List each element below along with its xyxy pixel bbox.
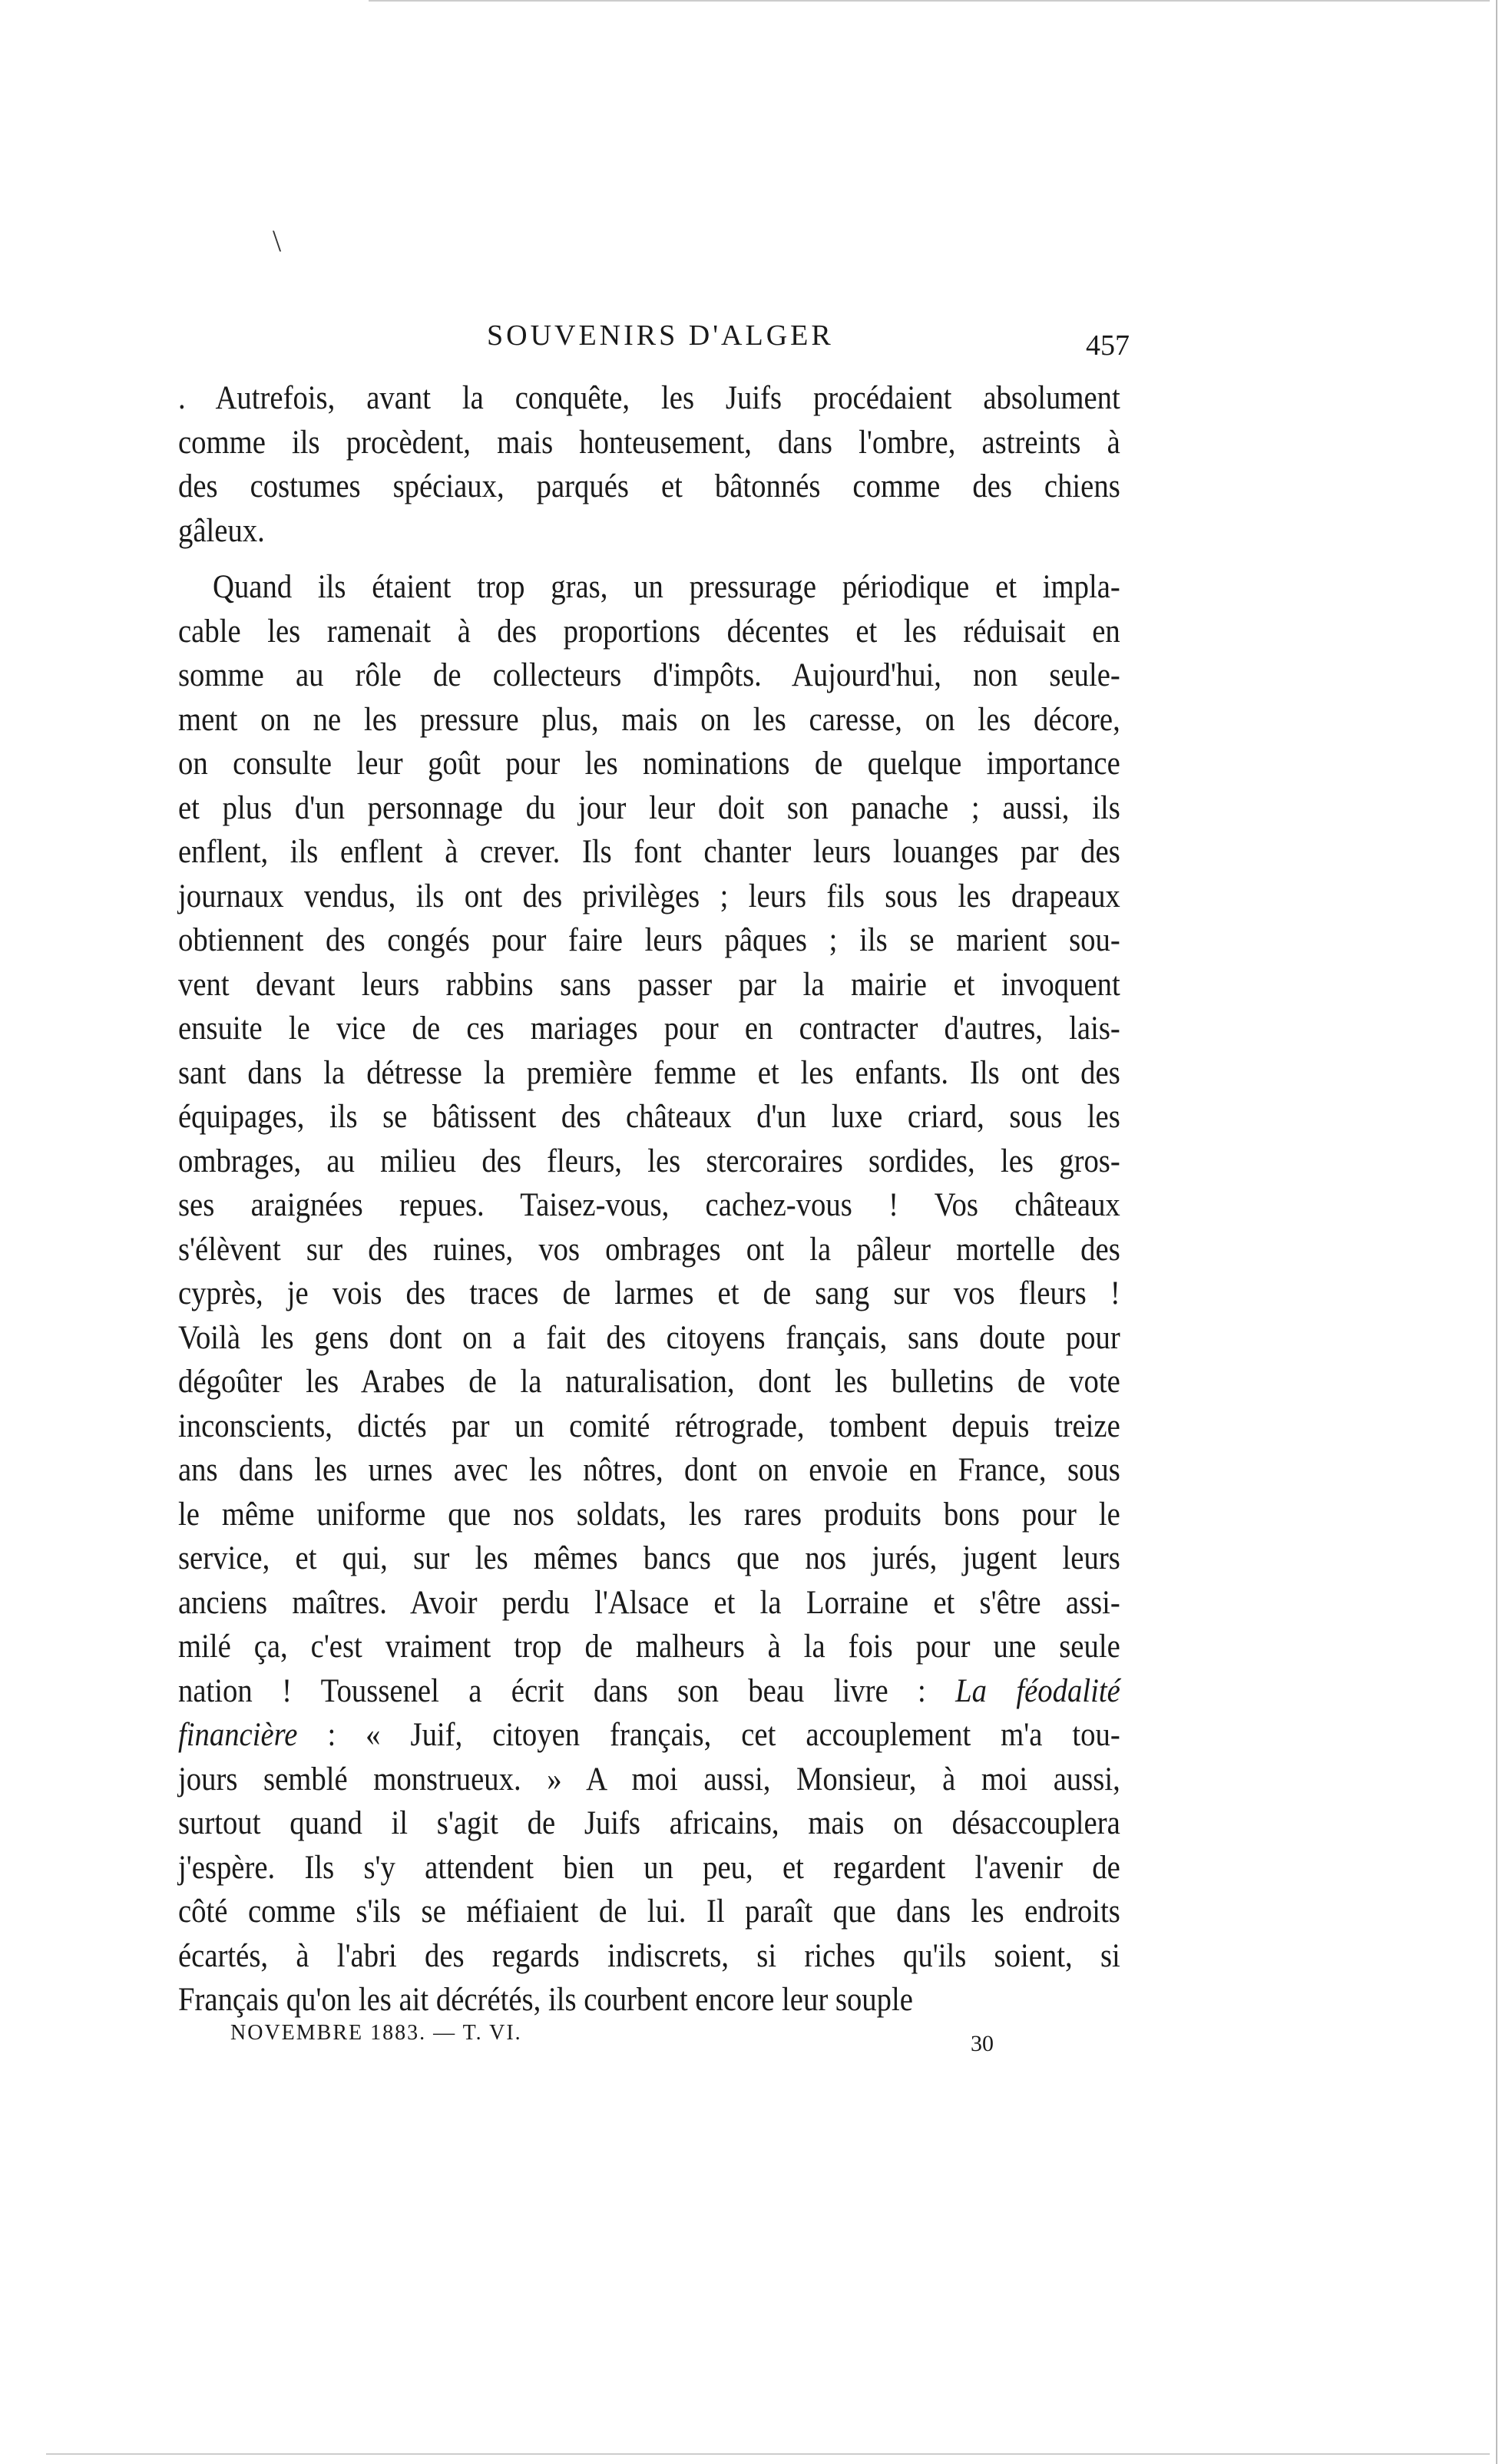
- scan-edge-top: [369, 0, 1490, 2]
- body-text: [178, 376, 1121, 2022]
- signature-mark: 30: [971, 2031, 994, 2056]
- text-line: comme ils procèdent, mais honteusement, dans l'ombre, astreints à: [178, 424, 1120, 461]
- text-line: [178, 1713, 1120, 1758]
- text-line: somme au rôle de collecteurs d'impôts. Aujourd'hui, non seule-: [178, 657, 1120, 693]
- text-line: ensuite le vice de ces mariages pour en contracter d'autres, lais-: [178, 1010, 1120, 1047]
- scan-edge-right: [1496, 0, 1497, 2464]
- text-line: inconscients, dictés par un comité rétrograde, tombent depuis treize: [178, 1407, 1120, 1444]
- text-line: cyprès, je vois des traces de larmes et de sang sur vos fleurs !: [178, 1275, 1120, 1311]
- text-line: ses araignées repues. Taisez-vous, cachez-vous ! Vos châteaux: [178, 1187, 1120, 1223]
- text-line: équipages, ils se bâtissent des châteaux d'un luxe criard, sous les: [178, 1099, 1120, 1135]
- text-line: enflent, ils enflent à crever. Ils font chanter leurs louanges par des: [178, 834, 1120, 870]
- text-line: ans dans les urnes avec les nôtres, dont on envoie en France, sous: [178, 1452, 1120, 1488]
- text-line: obtiennent des congés pour faire leurs pâques ; ils se marient sou-: [178, 922, 1120, 958]
- text-line: gâleux.: [178, 512, 265, 549]
- text-line: vent devant leurs rabbins sans passer par la mairie et invoquent: [178, 966, 1120, 1003]
- text-line: service, et qui, sur les mêmes bancs que nos jurés, jugent leurs: [178, 1540, 1120, 1576]
- text-line: [178, 1669, 1120, 1714]
- page-number: 457: [1086, 329, 1130, 362]
- text-line: anciens maîtres. Avoir perdu l'Alsace et la Lorraine et s'être assi-: [178, 1584, 1120, 1621]
- text-line: surtout quand il s'agit de Juifs africains, mais on désaccouplera: [178, 1805, 1120, 1841]
- text-line: ombrages, au milieu des fleurs, les stercoraires sordides, les gros-: [178, 1143, 1120, 1179]
- text-line: côté comme s'ils se méfiaient de lui. Il paraît que dans les endroits: [178, 1893, 1120, 1930]
- book-title: La féodalité: [955, 1672, 1120, 1709]
- stray-mark: \: [273, 223, 282, 258]
- text-line: jours semblé monstrueux. » A moi aussi, Monsieur, à moi aussi,: [178, 1761, 1120, 1798]
- running-title: SOUVENIRS D'ALGER: [487, 319, 834, 352]
- text-line: et plus d'un personnage du jour leur doit son panache ; aussi, ils: [178, 789, 1120, 826]
- text-line: sant dans la détresse la première femme et les enfants. Ils ont des: [178, 1054, 1120, 1091]
- text-line: Quand ils étaient trop gras, un pressurage périodique et impla-: [213, 569, 1120, 605]
- text-line: cable les ramenait à des proportions décentes et les réduisait en: [178, 613, 1120, 650]
- text-line: . Autrefois, avant la conquête, les Juifs procédaient absolument: [178, 380, 1120, 416]
- text-line: dégoûter les Arabes de la naturalisation, dont les bulletins de vote: [178, 1364, 1120, 1400]
- line-text: nation ! Toussenel a écrit dans son beau livre :: [178, 1672, 956, 1709]
- footer-issue: NOVEMBRE 1883. — T. VI.: [230, 2021, 522, 2045]
- text-line: écartés, à l'abri des regards indiscrets, si riches qu'ils soient, si: [178, 1937, 1120, 1974]
- text-line: ment on ne les pressure plus, mais on les caresse, on les décore,: [178, 701, 1120, 738]
- text-line: des costumes spéciaux, parqués et bâtonnés comme des chiens: [178, 468, 1120, 504]
- text-line: on consulte leur goût pour les nominations de quelque importance: [178, 746, 1120, 782]
- line-text: : « Juif, citoyen français, cet accouplement m'a tou-: [297, 1717, 1120, 1753]
- text-line: j'espère. Ils s'y attendent bien un peu, et regardent l'avenir de: [178, 1849, 1120, 1886]
- text-line: s'élèvent sur des ruines, vos ombrages ont la pâleur mortelle des: [178, 1231, 1120, 1268]
- text-line: Voilà les gens dont on a fait des citoyens français, sans doute pour: [178, 1319, 1120, 1356]
- book-title: financière: [178, 1717, 298, 1753]
- text-line: Français qu'on les ait décrétés, ils courbent encore leur souple: [178, 1982, 913, 2018]
- text-line: journaux vendus, ils ont des privilèges ; leurs fils sous les drapeaux: [178, 878, 1120, 914]
- scan-edge-bottom: [46, 2453, 1490, 2455]
- text-line: le même uniforme que nos soldats, les rares produits bons pour le: [178, 1496, 1120, 1533]
- text-line: milé ça, c'est vraiment trop de malheurs à la fois pour une seule: [178, 1629, 1120, 1665]
